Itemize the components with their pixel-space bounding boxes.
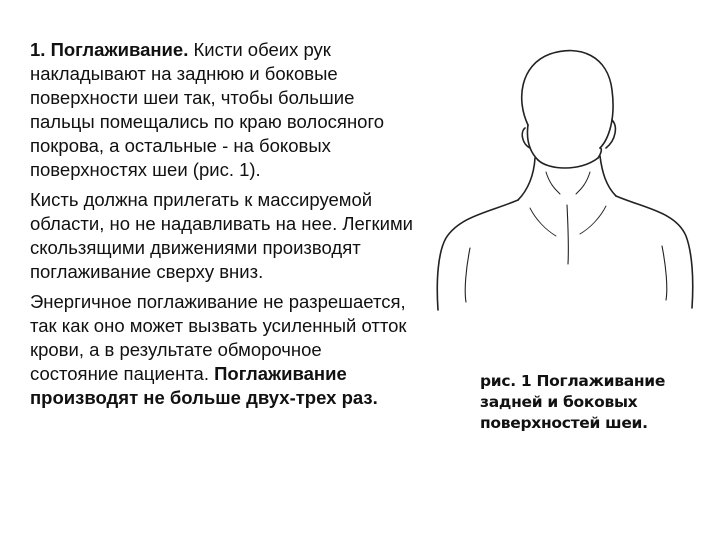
- neck-illustration: [430, 40, 700, 330]
- paragraph-text: Энергичное поглаживание не разрешается, так как оно может вызвать усиленный отток крови, а в результате обморочное состояние пациента.: [30, 291, 407, 384]
- paragraph-text: Кисти обеих рук накладывают на заднюю и боковые поверхности шеи так, чтобы большие пальцы помещались по краю волосяного покрова, а остальные - на боковых поверхностях шеи (рис. 1).: [30, 39, 385, 180]
- text-block: [30, 38, 415, 416]
- head-back-sketch: [430, 40, 700, 330]
- paragraph-stroking-intro: [30, 38, 415, 182]
- paragraph-hand-position: [30, 188, 415, 284]
- paragraph-heading: 1. Поглаживание.: [30, 39, 189, 60]
- paragraph-text: Кисть должна прилегать к массируемой области, но не надавливать на нее. Легкими скользящими движениями производят поглаживание сверху вниз.: [30, 189, 414, 282]
- paragraph-warning: [30, 290, 415, 410]
- paragraph-emphasis: Поглаживание производят не больше двух-трех раз.: [30, 363, 378, 408]
- figure-caption: рис. 1 Поглаживание задней и боковых поверхностей шеи.: [480, 372, 666, 432]
